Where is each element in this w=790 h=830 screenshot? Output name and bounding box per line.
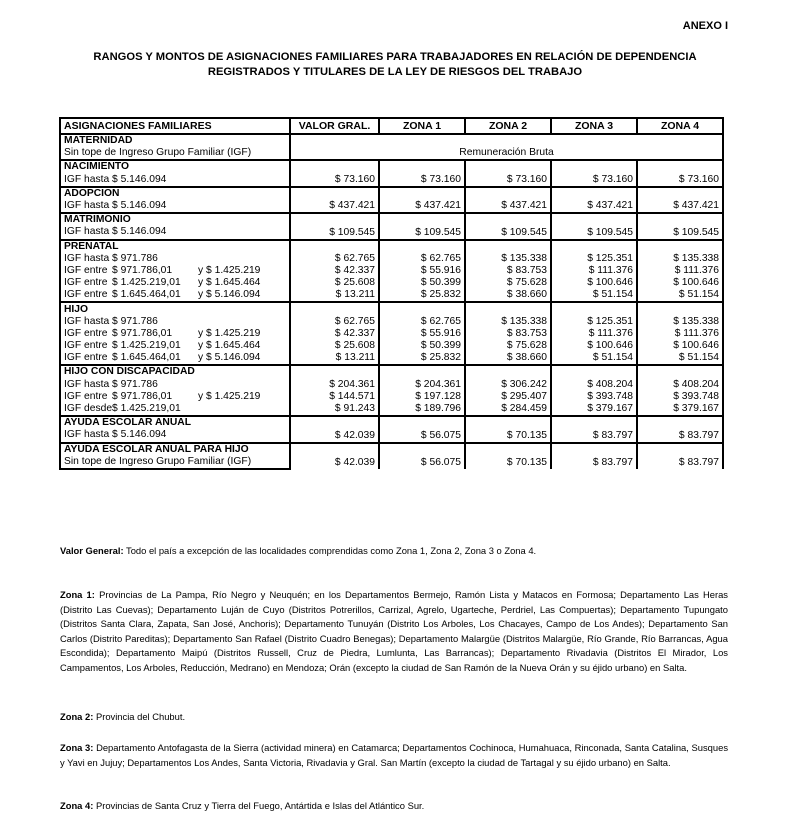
igf-to: y $ 1.645.464 (198, 340, 261, 352)
igf-prefix: IGF entre (64, 390, 108, 402)
amount-cell (290, 302, 379, 315)
igf-prefix: IGF hasta (64, 429, 110, 441)
igf-to (198, 253, 286, 265)
table-row (60, 265, 723, 277)
note-label: Zona 2: (60, 711, 94, 722)
igf-from: $ 1.425.219,01 (112, 403, 181, 415)
table-row (60, 379, 723, 391)
amount-cell (379, 240, 465, 253)
amount-cell: $ 109.545 (290, 213, 379, 239)
amount-cell: $ 42.039 (290, 416, 379, 442)
igf-prefix: IGF hasta (64, 200, 110, 212)
note-text: Departamento Antofagasta de la Sierra (actividad minera) en Catamarca; Departamentos Cochinoca, Humahuaca, Rinconada, Santa Catalina, Susques y Yavi en Jujuy; Departamentos Los Andes, Santa Victoria, Rivadavia y Gral. San Martín (excepto la ciudad de Tartagal y su éjido urbano) en Salta. (60, 742, 729, 768)
igf-prefix: IGF entre (64, 327, 108, 339)
amount-cell: $ 13.211 (290, 289, 379, 302)
table-body (60, 134, 723, 469)
igf-prefix: IGF entre (64, 340, 108, 352)
amount-cell: $ 38.660 (465, 352, 551, 365)
igf-range (64, 316, 286, 328)
section-title: NACIMIENTO (60, 160, 290, 173)
section-title-row (60, 134, 723, 147)
igf-from: $ 1.425.219,01 (112, 340, 181, 352)
igf-range (64, 265, 286, 277)
amount-cell: $ 393.748 (551, 391, 637, 403)
row-label (60, 328, 290, 340)
igf-range (64, 226, 286, 238)
row-label (60, 316, 290, 328)
amount-cell: $ 83.797 (637, 443, 723, 469)
column-header: ZONA 2 (465, 118, 551, 134)
amount-cell: $ 204.361 (379, 379, 465, 391)
amount-cell: $ 51.154 (637, 289, 723, 302)
igf-range (64, 200, 286, 212)
amount-cell (465, 240, 551, 253)
igf-to: y $ 1.425.219 (198, 264, 261, 276)
igf-from: $ 1.425.219,01 (112, 277, 181, 289)
amount-cell: $ 437.421 (379, 187, 465, 213)
amount-cell: $ 135.338 (637, 316, 723, 328)
igf-to (198, 429, 286, 441)
igf-from: $ 1.645.464,01 (112, 289, 181, 301)
amount-cell: $ 73.160 (465, 160, 551, 186)
title-line-2: REGISTRADOS Y TITULARES DE LA LEY DE RIESGOS DEL TRABAJO (207, 66, 583, 78)
section-title: MATRIMONIO (60, 213, 290, 226)
amount-cell: $ 100.646 (637, 277, 723, 289)
igf-from: $ 5.146.094 (112, 429, 167, 441)
amount-cell (290, 365, 379, 378)
amount-cell: $ 111.376 (551, 265, 637, 277)
amount-cell: $ 50.399 (379, 277, 465, 289)
igf-from: $ 971.786 (112, 378, 158, 390)
igf-to (198, 316, 286, 328)
igf-prefix: IGF hasta (64, 226, 110, 238)
section-title-row (60, 365, 723, 378)
section-title-row (60, 187, 723, 200)
row-label: Sin tope de Ingreso Grupo Familiar (IGF) (60, 147, 290, 160)
amount-cell: $ 55.916 (379, 328, 465, 340)
row-label (60, 200, 290, 213)
igf-range (64, 391, 286, 403)
amount-cell: $ 100.646 (551, 340, 637, 352)
table-header-row (60, 118, 723, 134)
section-title-row (60, 160, 723, 173)
column-header: ZONA 1 (379, 118, 465, 134)
row-label (60, 289, 290, 302)
igf-from: $ 971.786 (112, 252, 158, 264)
amount-cell (379, 365, 465, 378)
igf-from: $ 971.786,01 (112, 264, 173, 276)
igf-from: $ 5.146.094 (112, 173, 167, 185)
amount-cell: $ 73.160 (379, 160, 465, 186)
column-header: VALOR GRAL. (290, 118, 379, 134)
allowances-table (59, 117, 724, 470)
note-text: Provincias de Santa Cruz y Tierra del Fuego, Antártida e Islas del Atlántico Sur. (93, 800, 425, 811)
amount-cell: $ 62.765 (379, 316, 465, 328)
igf-range (64, 352, 286, 364)
amount-cell (637, 240, 723, 253)
row-label (60, 391, 290, 403)
table-row (60, 391, 723, 403)
igf-prefix: IGF hasta (64, 252, 110, 264)
amount-cell: $ 75.628 (465, 277, 551, 289)
amount-cell (290, 240, 379, 253)
section-title: MATERNIDAD (60, 134, 290, 147)
amount-cell: $ 100.646 (637, 340, 723, 352)
amount-cell: $ 379.167 (637, 403, 723, 416)
amount-cell: $ 38.660 (465, 289, 551, 302)
igf-prefix: IGF desde (64, 403, 113, 415)
amount-cell: $ 83.797 (637, 416, 723, 442)
note-label: Zona 4: (60, 800, 94, 811)
section-title: ADOPCION (60, 187, 290, 200)
amount-cell: $ 25.608 (290, 340, 379, 352)
amount-cell: $ 135.338 (465, 316, 551, 328)
igf-to: y $ 1.425.219 (198, 327, 261, 339)
section-title: HIJO (60, 302, 290, 315)
igf-from: $ 971.786 (112, 315, 158, 327)
amount-cell: $ 83.753 (465, 265, 551, 277)
row-label (60, 429, 290, 442)
amount-cell: $ 408.204 (637, 379, 723, 391)
amount-cell: $ 437.421 (290, 187, 379, 213)
note-text: Todo el país a excepción de las localidades comprendidas como Zona 1, Zona 2, Zona 3 o Zona 4. (123, 545, 537, 556)
section-title-row (60, 240, 723, 253)
amount-cell: $ 437.421 (637, 187, 723, 213)
amount-cell: $ 109.545 (637, 213, 723, 239)
amount-cell: $ 42.039 (290, 443, 379, 469)
amount-cell: $ 437.421 (465, 187, 551, 213)
igf-to (198, 403, 286, 415)
amount-cell: $ 73.160 (637, 160, 723, 186)
igf-prefix: IGF entre (64, 289, 108, 301)
amount-cell: $ 197.128 (379, 391, 465, 403)
title-line-1: RANGOS Y MONTOS DE ASIGNACIONES FAMILIARES PARA TRABAJADORES EN RELACIÓN DE DEPENDENCIA (93, 51, 697, 63)
amount-cell: $ 100.646 (551, 277, 637, 289)
amount-cell (465, 365, 551, 378)
amount-cell: $ 295.407 (465, 391, 551, 403)
amount-cell: $ 189.796 (379, 403, 465, 416)
amount-cell: $ 135.338 (465, 253, 551, 265)
amount-cell (637, 365, 723, 378)
table-row (60, 403, 723, 416)
amount-cell: $ 83.753 (465, 328, 551, 340)
amount-cell: $ 111.376 (637, 265, 723, 277)
igf-prefix: IGF entre (64, 264, 108, 276)
amount-cell: $ 51.154 (637, 352, 723, 365)
section-title: HIJO CON DISCAPACIDAD (60, 365, 290, 378)
igf-range (64, 340, 286, 352)
igf-from: $ 5.146.094 (112, 226, 167, 238)
amount-cell: $ 306.242 (465, 379, 551, 391)
amount-cell: $ 393.748 (637, 391, 723, 403)
amount-cell: $ 284.459 (465, 403, 551, 416)
amount-cell: $ 109.545 (379, 213, 465, 239)
note-zona-2 (60, 710, 728, 725)
row-label (60, 253, 290, 265)
amount-cell: $ 73.160 (290, 160, 379, 186)
amount-cell: $ 51.154 (551, 352, 637, 365)
amount-cell: $ 109.545 (465, 213, 551, 239)
note-zona-1 (60, 588, 728, 675)
amount-cell: $ 75.628 (465, 340, 551, 352)
amount-cell (379, 302, 465, 315)
column-header: ASIGNACIONES FAMILIARES (60, 118, 290, 134)
section-title: PRENATAL (60, 240, 290, 253)
note-label: Zona 3: (60, 742, 94, 753)
amount-cell: $ 144.571 (290, 391, 379, 403)
igf-range (64, 289, 286, 301)
igf-range (64, 403, 286, 415)
igf-prefix: IGF hasta (64, 378, 110, 390)
amount-cell: $ 408.204 (551, 379, 637, 391)
note-zona-4 (60, 799, 728, 814)
row-label: Sin tope de Ingreso Grupo Familiar (IGF) (60, 456, 290, 469)
row-label (60, 379, 290, 391)
amount-cell (465, 302, 551, 315)
igf-to: y $ 5.146.094 (198, 352, 261, 364)
amount-cell: $ 51.154 (551, 289, 637, 302)
amount-cell: $ 83.797 (551, 443, 637, 469)
table-row (60, 253, 723, 265)
igf-prefix: IGF entre (64, 277, 108, 289)
table-row (60, 147, 723, 160)
amount-cell: $ 62.765 (290, 316, 379, 328)
document-title (60, 50, 730, 80)
amount-cell: $ 62.765 (290, 253, 379, 265)
igf-to (198, 379, 286, 391)
amount-cell: $ 111.376 (637, 328, 723, 340)
igf-from: $ 1.645.464,01 (112, 352, 181, 364)
section-title: AYUDA ESCOLAR ANUAL (60, 416, 290, 429)
amount-cell: $ 70.135 (465, 416, 551, 442)
igf-to: y $ 5.146.094 (198, 289, 261, 301)
amount-cell (637, 302, 723, 315)
column-header: ZONA 4 (637, 118, 723, 134)
merged-value: Remuneración Bruta (290, 147, 723, 160)
section-title-row (60, 302, 723, 315)
igf-range (64, 174, 286, 186)
note-valor-general (60, 544, 728, 559)
table-row (60, 328, 723, 340)
amount-cell: $ 42.337 (290, 328, 379, 340)
igf-from: $ 5.146.094 (112, 200, 167, 212)
igf-to (198, 200, 286, 212)
amount-cell: $ 56.075 (379, 443, 465, 469)
amount-cell: $ 50.399 (379, 340, 465, 352)
amount-cell: $ 91.243 (290, 403, 379, 416)
table-row (60, 289, 723, 302)
note-text: Provincias de La Pampa, Río Negro y Neuquén; en los Departamentos Bermejo, Ramón Lista y Matacos en Formosa; Departamento Las Heras (Distrito Las Cuevas); Departamento Luján de Cuyo (Distritos Potrerillos, Carrizal, Agrelo, Ugarteche, Perdriel, Las Compuertas); Departamento Tupungato (Distritos Santa Clara, Zapata, San José, Anchoris); Departamento Tunuyán (Distrito Los Arboles, Los Chacayes, Campo de Los Andes); Departamento San Carlos (Distrito Pareditas); Departamento San Rafael (Distrito Cuadro Benegas); Departamento Malargüe (Distritos Malargüe, Río Grande, Río Barrancas, Agua Escondida); Departamento Maipú (Distritos Russell, Cruz de Piedra, Lumlunta, Las Barrancas); Departamento Rivadavia (Distritos El Mirador, Los Campamentos, Los Arboles, Reducción, Medrano) en Mendoza; Orán (excepto la ciudad de San Ramón de la Nueva Orán y su éjido urbano) en Salta. (60, 589, 728, 673)
amount-cell: $ 25.832 (379, 289, 465, 302)
igf-from: $ 971.786,01 (112, 327, 173, 339)
amount-cell (551, 365, 637, 378)
section-title-row (60, 416, 723, 429)
igf-prefix: IGF hasta (64, 173, 110, 185)
igf-to: y $ 1.645.464 (198, 277, 261, 289)
amount-cell: $ 25.832 (379, 352, 465, 365)
igf-to (198, 174, 286, 186)
amount-cell: $ 204.361 (290, 379, 379, 391)
table-row (60, 277, 723, 289)
igf-to: y $ 1.425.219 (198, 390, 261, 402)
amount-cell: $ 13.211 (290, 352, 379, 365)
igf-range (64, 379, 286, 391)
amount-cell: $ 73.160 (551, 160, 637, 186)
amount-cell (551, 240, 637, 253)
amount-cell: $ 42.337 (290, 265, 379, 277)
note-text: Provincia del Chubut. (93, 711, 186, 722)
amount-cell: $ 55.916 (379, 265, 465, 277)
igf-range (64, 328, 286, 340)
amount-cell: $ 125.351 (551, 253, 637, 265)
row-label (60, 277, 290, 289)
annex-label: ANEXO I (682, 20, 728, 32)
igf-from: $ 971.786,01 (112, 390, 173, 402)
amount-cell: $ 437.421 (551, 187, 637, 213)
row-label (60, 403, 290, 416)
igf-prefix: IGF hasta (64, 315, 110, 327)
section-title-row (60, 443, 723, 456)
amount-cell: $ 125.351 (551, 316, 637, 328)
igf-range (64, 429, 286, 441)
section-title-row (60, 213, 723, 226)
row-label (60, 265, 290, 277)
amount-cell: $ 70.135 (465, 443, 551, 469)
amount-cell (551, 302, 637, 315)
note-zona-3 (60, 741, 728, 770)
amount-cell: $ 379.167 (551, 403, 637, 416)
section-title: AYUDA ESCOLAR ANUAL PARA HIJO (60, 443, 290, 456)
row-label (60, 226, 290, 239)
empty-cell (290, 134, 723, 147)
row-label (60, 352, 290, 365)
amount-cell: $ 109.545 (551, 213, 637, 239)
amount-cell: $ 25.608 (290, 277, 379, 289)
igf-to (198, 226, 286, 238)
row-label (60, 340, 290, 352)
igf-range (64, 277, 286, 289)
amount-cell: $ 111.376 (551, 328, 637, 340)
amount-cell: $ 135.338 (637, 253, 723, 265)
igf-prefix: IGF entre (64, 352, 108, 364)
table-row (60, 352, 723, 365)
row-label (60, 174, 290, 187)
note-label: Valor General: (60, 545, 124, 556)
table-row (60, 316, 723, 328)
table-row (60, 340, 723, 352)
note-label: Zona 1: (60, 589, 95, 600)
amount-cell: $ 83.797 (551, 416, 637, 442)
amount-cell: $ 56.075 (379, 416, 465, 442)
column-header: ZONA 3 (551, 118, 637, 134)
amount-cell: $ 62.765 (379, 253, 465, 265)
igf-range (64, 253, 286, 265)
